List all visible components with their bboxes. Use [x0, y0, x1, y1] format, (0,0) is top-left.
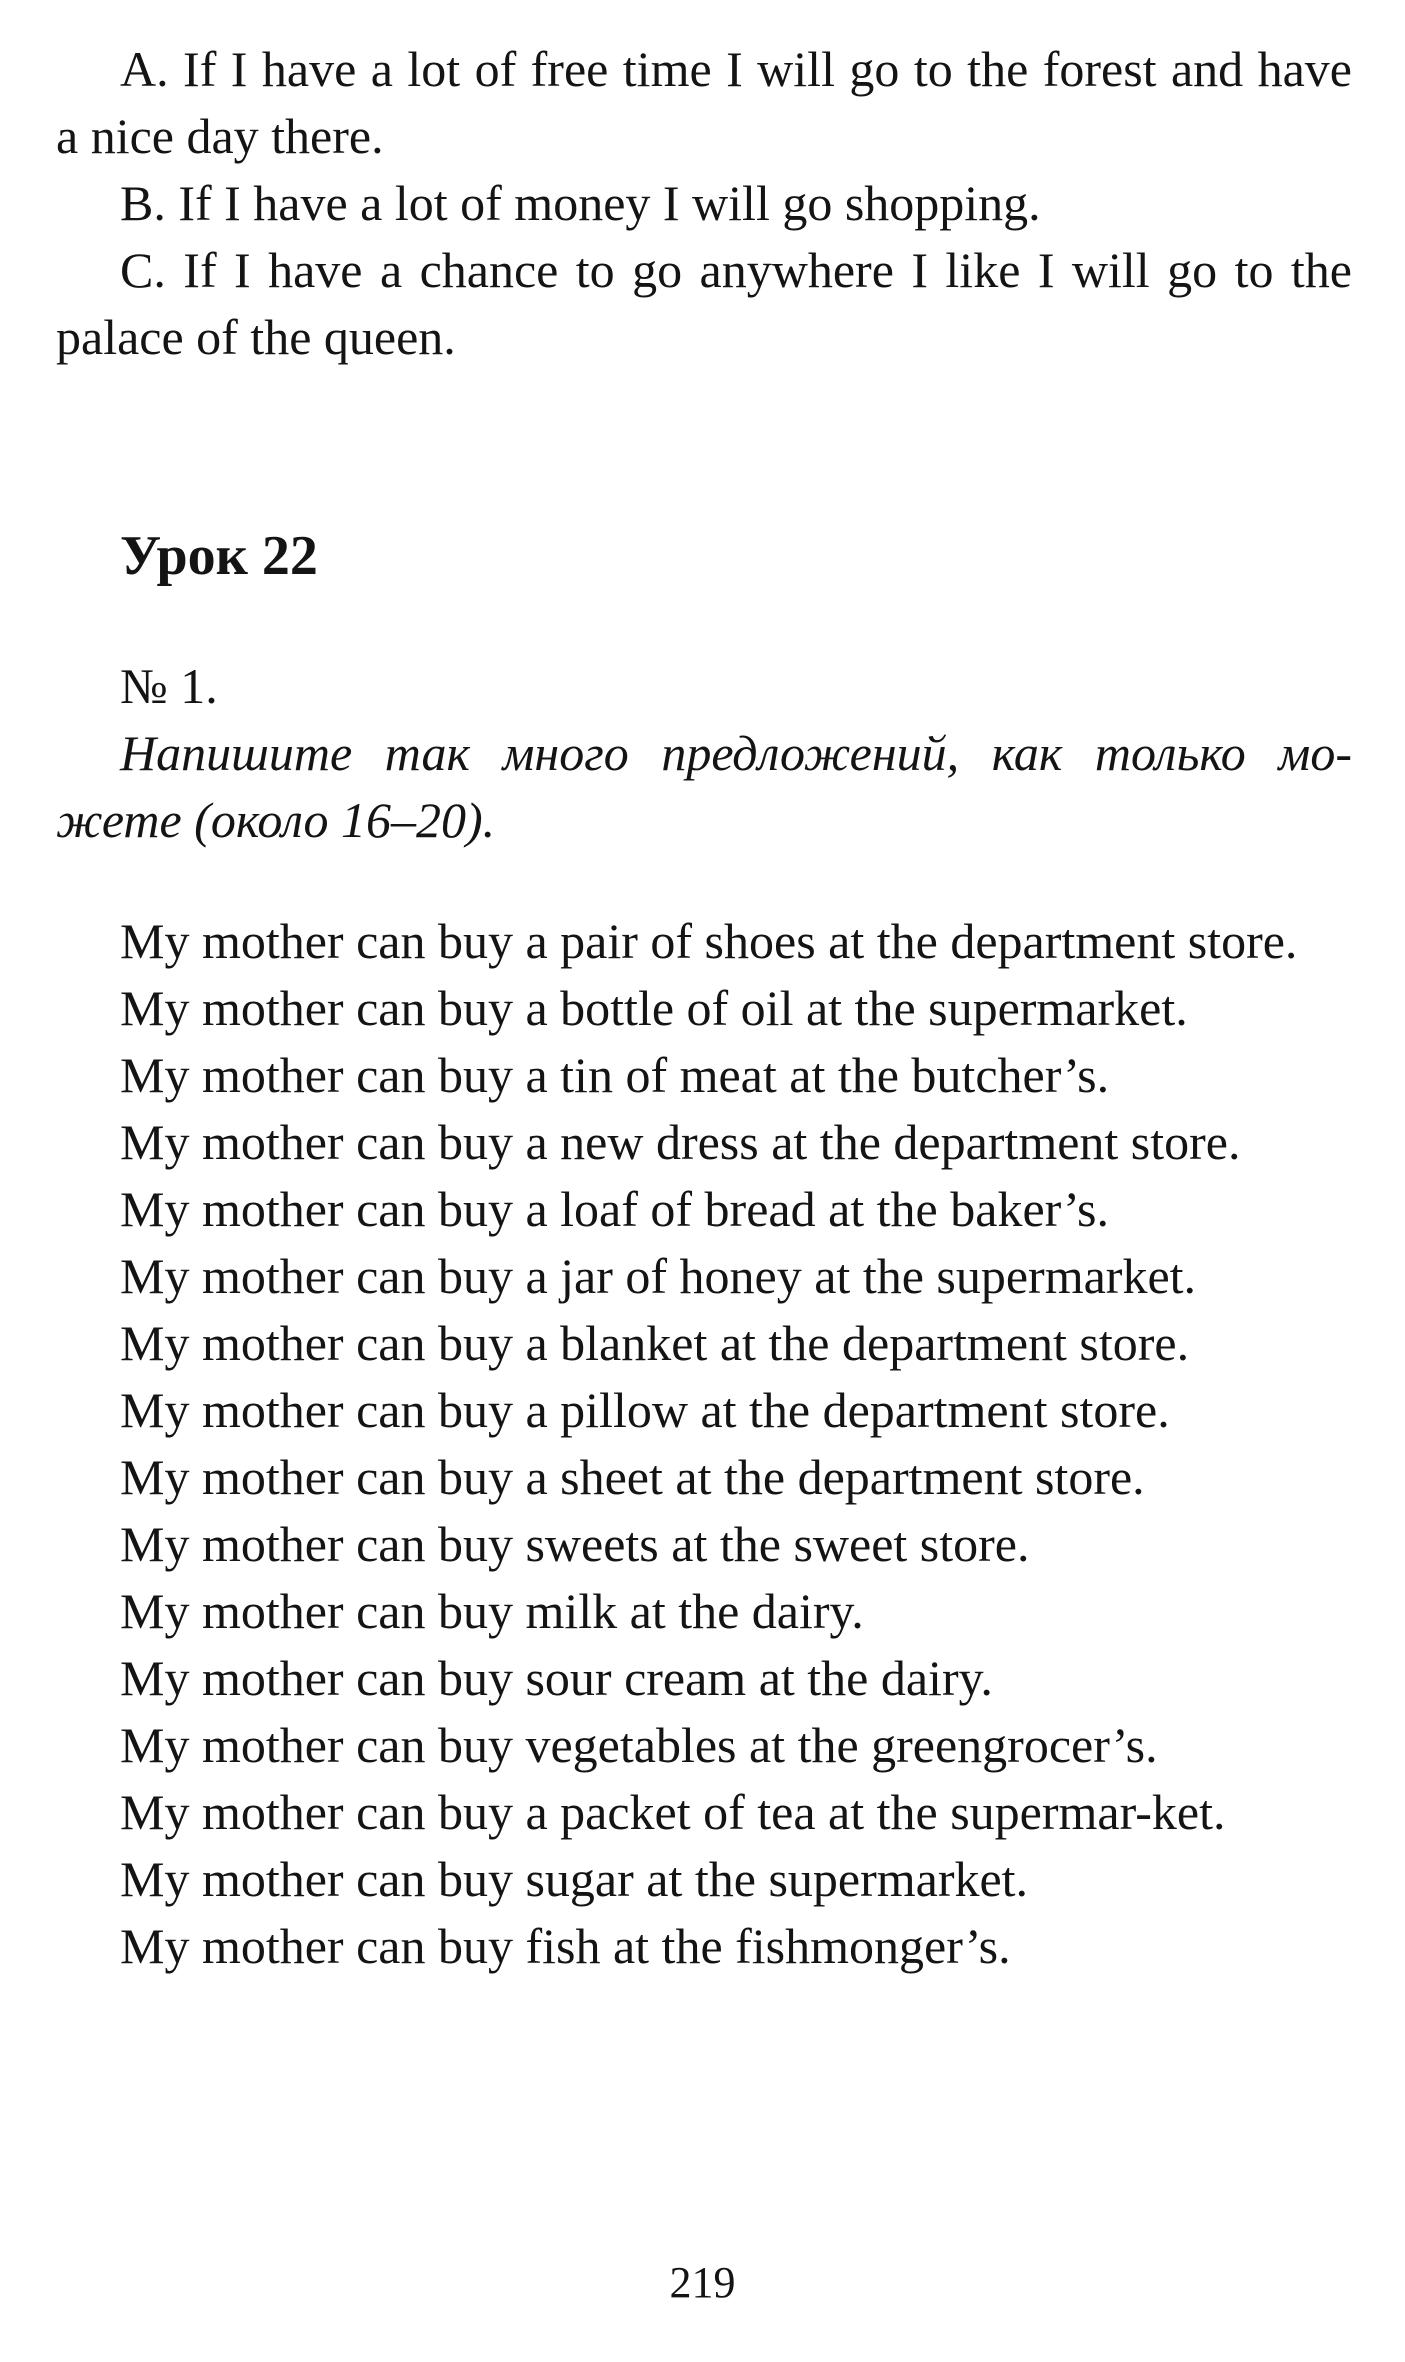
- sentence: My mother can buy a pair of shoes at the department store.: [120, 913, 1298, 969]
- sentence: My mother can buy milk at the dairy.: [120, 1583, 864, 1639]
- sentence: My mother can buy a new dress at the department store.: [120, 1114, 1241, 1170]
- sentence: My mother can buy a bottle of oil at the supermarket.: [120, 980, 1188, 1036]
- sentence: My mother can buy fish at the fishmonger’s.: [120, 1918, 1011, 1974]
- sentence: My mother can buy a pillow at the department store.: [120, 1382, 1170, 1438]
- sentence: My mother can buy sweets at the sweet store.: [120, 1516, 1030, 1572]
- sentence: My mother can buy a packet of tea at the supermar-ket.: [120, 1784, 1226, 1840]
- answer-c: C. If I have a chance to go anywhere I like I will go to the palace of the queen.: [56, 242, 1352, 365]
- exercise-instruction: Напишите так много предложений, как только мо-жете (около 16–20).: [56, 725, 1352, 848]
- sentence: My mother can buy a jar of honey at the supermarket.: [120, 1248, 1197, 1304]
- answer-a: A. If I have a lot of free time I will go to the forest and have a nice day there.: [56, 41, 1352, 164]
- previous-exercise-answers: [56, 36, 1352, 371]
- sentence: My mother can buy sour cream at the dairy.: [120, 1650, 993, 1706]
- page-number: 219: [669, 2258, 736, 2307]
- exercise-number: № 1.: [120, 658, 218, 714]
- lesson-title: Урок 22: [120, 525, 318, 587]
- book-page: [56, 36, 1352, 1980]
- sentence: My mother can buy a tin of meat at the butcher’s.: [120, 1047, 1110, 1103]
- sentence: My mother can buy a blanket at the department store.: [120, 1315, 1190, 1371]
- sentence: My mother can buy vegetables at the greengrocer’s.: [120, 1717, 1158, 1773]
- sentence: My mother can buy a loaf of bread at the baker’s.: [120, 1181, 1109, 1237]
- sentence: My mother can buy sugar at the supermarket.: [120, 1851, 1029, 1907]
- sentence: My mother can buy a sheet at the department store.: [120, 1449, 1145, 1505]
- sentence-list: [56, 908, 1352, 1980]
- answer-b: B. If I have a lot of money I will go shopping.: [120, 175, 1041, 231]
